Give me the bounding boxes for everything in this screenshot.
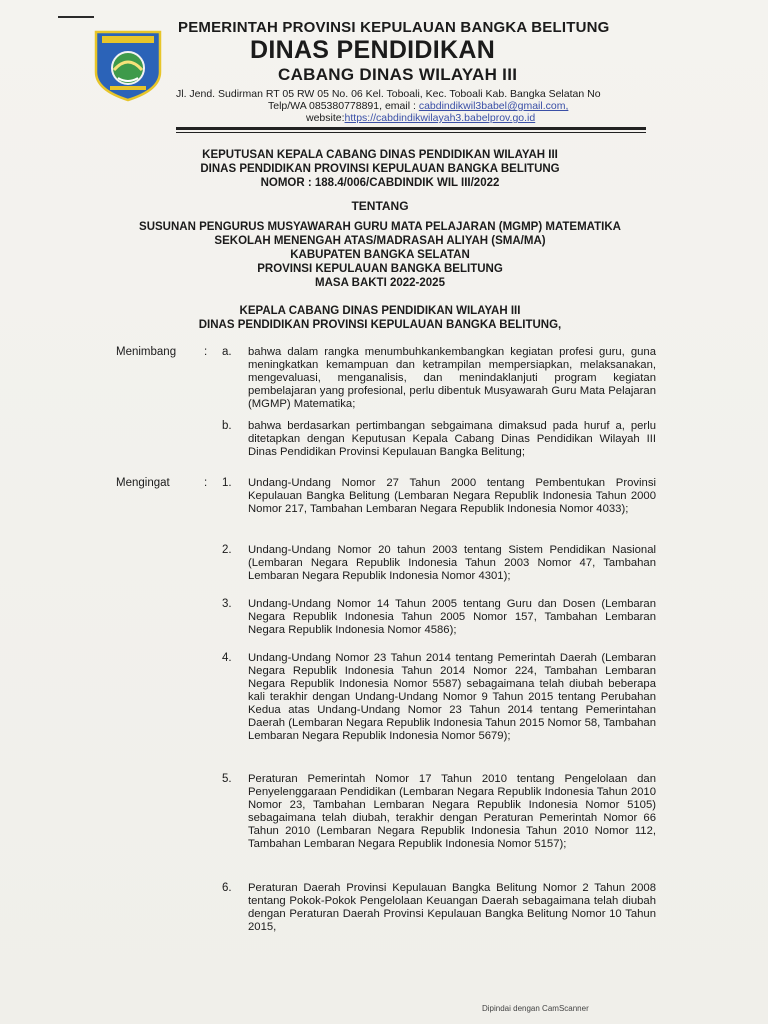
menimbang-item-b: bahwa berdasarkan pertimbangan sebgaimana dimaksud pada huruf a, perlu ditetapkan dengan Keputusan Kepala Cabang Dinas Pendidikan Wilayah III Dinas Pendidikan Provinsi Kepulauan Bangka Belitung;	[248, 420, 656, 458]
letterhead-contact	[268, 100, 628, 112]
issuer-heading	[100, 304, 660, 332]
subject-line: SEKOLAH MENENGAH ATAS/MADRASAH ALIYAH (SMA/MA)	[214, 235, 546, 247]
phone-text: Telp/WA 085380778891, email :	[268, 100, 416, 112]
item-number: a.	[222, 346, 232, 358]
issuer-line: KEPALA CABANG DINAS PENDIDIKAN WILAYAH III	[239, 305, 521, 317]
item-number: b.	[222, 420, 232, 432]
decree-line: KEPUTUSAN KEPALA CABANG DINAS PENDIDIKAN WILAYAH III	[202, 149, 558, 161]
item-number: 6.	[222, 882, 232, 894]
website-label: website:	[306, 112, 345, 124]
mengingat-item-1: Undang-Undang Nomor 27 Tahun 2000 tentang Pembentukan Provinsi Kepulauan Bangka Belitung (Lembaran Negara Republik Indonesia Tahun 2000 Nomor 217, Tambahan Lembaran Negara Republik Indonesia Nomor 4033);	[248, 477, 656, 515]
subject-line: MASA BAKTI 2022-2025	[315, 277, 445, 289]
letterhead-divider-thin	[176, 132, 646, 133]
subject-line: PROVINSI KEPULAUAN BANGKA BELITUNG	[257, 263, 503, 275]
mengingat-label: Mengingat	[116, 477, 170, 489]
decree-heading	[100, 148, 660, 190]
provincial-emblem-icon	[92, 28, 164, 102]
issuer-line: DINAS PENDIDIKAN PROVINSI KEPULAUAN BANGKA BELITUNG,	[198, 319, 562, 331]
menimbang-label: Menimbang	[116, 346, 177, 358]
item-number: 2.	[222, 544, 232, 556]
subject-heading	[100, 220, 660, 290]
menimbang-item-a: bahwa dalam rangka menumbuhkankembangkan kegiatan profesi guru, guna meningkatkan kemampuan dan ketrampilan mempersiapkan, melaksanakan, mengevaluasi, menganalisis, dan menindaklanjuti program kegiatan pembelajaran yang profesional, perlu dibentuk Musyawarah Guru Mata Pelajaran (MGMP) Matematika;	[248, 346, 656, 410]
letterhead-branch: CABANG DINAS WILAYAH III	[278, 65, 518, 84]
mengingat-item-3: Undang-Undang Nomor 14 Tahun 2005 tentang Guru dan Dosen (Lembaran Negara Republik Indonesia Tahun 2005 Nomor 157, Tambahan Lembaran Negara Republik Indonesia Nomor 4586);	[248, 598, 656, 636]
mengingat-item-5: Peraturan Pemerintah Nomor 17 Tahun 2010 tentang Pengelolaan dan Penyelenggaraan Pendidikan (Lembaran Negara Republik Indonesia Tahun 2010 Nomor 23, Tambahan Lembaran Negara Republik Indonesia Nomor 5105) sebagaimana telah diubah, terakhir dengan Peraturan Pemerintah Nomor 66 Tahun 2010 (Lembaran Negara Republik Indonesia Tahun 2010 Nomor 112, Tambahan Lembaran Negara Republik Indonesia Nomor 5157);	[248, 773, 656, 850]
scanner-watermark: Dipindai dengan CamScanner	[482, 1004, 589, 1013]
menimbang-colon: :	[204, 346, 208, 358]
website-link[interactable]: https://cabdindikwilayah3.babelprov.go.id	[344, 112, 536, 124]
letterhead-agency: DINAS PENDIDIKAN	[250, 36, 496, 64]
mengingat-item-2: Undang-Undang Nomor 20 tahun 2003 tentang Sistem Pendidikan Nasional (Lembaran Negara Republik Indonesia Tahun 2003 Nomor 47, Tambahan Lembaran Negara Republik Indonesia Nomor 4301);	[248, 544, 656, 582]
mengingat-item-6: Peraturan Daerah Provinsi Kepulauan Bangka Belitung Nomor 2 Tahun 2008 tentang Pokok-Pokok Pengelolaan Keuangan Daerah sebagaimana telah diubah dengan Peraturan Daerah Provinsi Kepulauan Bangka Belitung Nomor 10 Tahun 2015,	[248, 882, 656, 933]
item-number: 5.	[222, 773, 232, 785]
tentang-heading: TENTANG	[351, 199, 409, 213]
letterhead-address: Jl. Jend. Sudirman RT 05 RW 05 No. 06 Kel. Toboali, Kec. Toboali Kab. Bangka Selatan No	[176, 88, 601, 100]
letterhead-website	[306, 112, 626, 124]
item-number: 3.	[222, 598, 232, 610]
letterhead-divider	[176, 127, 646, 130]
subject-line: KABUPATEN BANGKA SELATAN	[290, 249, 470, 261]
mengingat-item-4: Undang-Undang Nomor 23 Tahun 2014 tentang Pemerintah Daerah (Lembaran Negara Republik Indonesia Tahun 2014 Nomor 224, Tambahan Lembaran Negara Republik Indonesia Nomor 5587) sebagaimana telah diubah beberapa kali terakhir dengan Undang-Undang Nomor 9 Tahun 2015 tentang Perubahan Kedua atas Undang-Undang Nomor 23 Tahun 2014 tentang Pemerintahan Daerah (Lembaran Negara Republik Indonesia Tahun 2015 Nomor 58, Tambahan Lembaran Negara Republik Indonesia Nomor 5679);	[248, 652, 656, 742]
item-number: 4.	[222, 652, 232, 664]
decree-line: DINAS PENDIDIKAN PROVINSI KEPULAUAN BANGKA BELITUNG	[200, 163, 560, 175]
letterhead-government: PEMERINTAH PROVINSI KEPULAUAN BANGKA BELITUNG	[178, 19, 610, 36]
decree-number: NOMOR : 188.4/006/CABDINDIK WIL III/2022	[260, 177, 500, 189]
subject-line: SUSUNAN PENGURUS MUSYAWARAH GURU MATA PELAJARAN (MGMP) MATEMATIKA	[139, 221, 621, 233]
email-link[interactable]: cabdindikwil3babel@gmail.com,	[418, 100, 569, 112]
item-number: 1.	[222, 477, 232, 489]
scan-mark	[58, 16, 94, 18]
mengingat-colon: :	[204, 477, 208, 489]
